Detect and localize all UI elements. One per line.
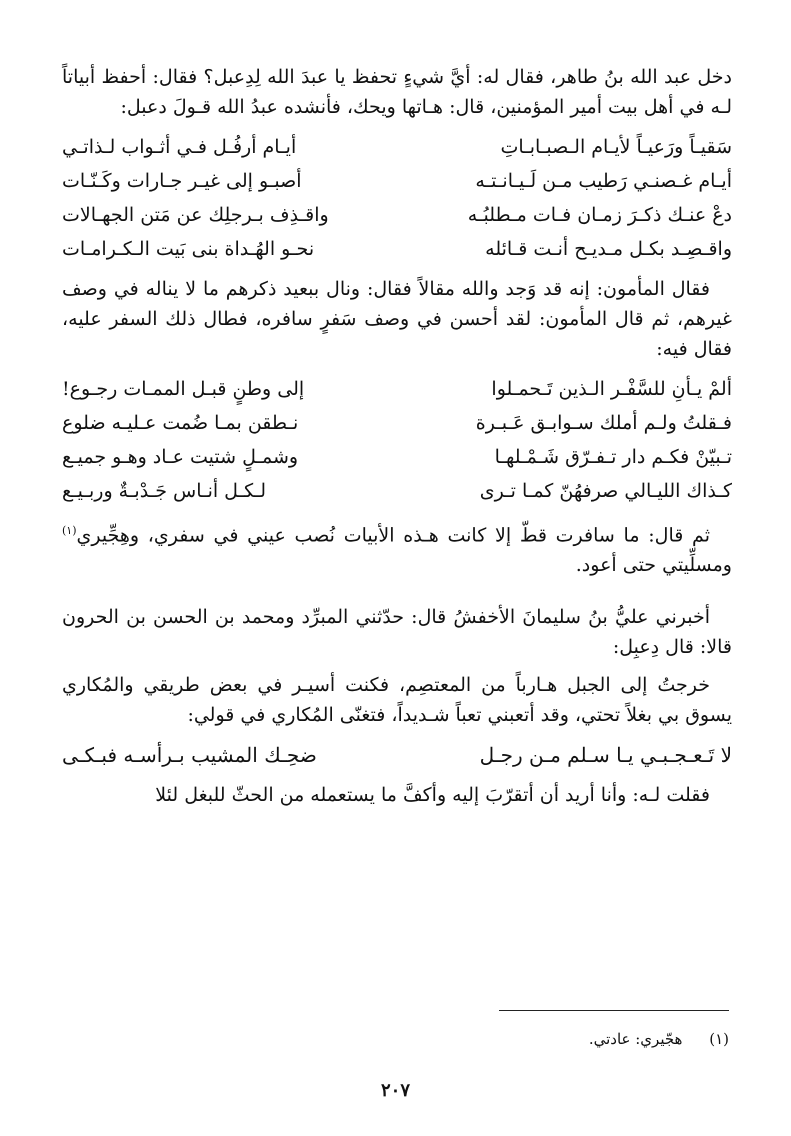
paragraph-3-end: ومسلِّيتي حتى أعود. xyxy=(575,554,732,577)
verse xyxy=(62,198,732,232)
hemistich-second: نـطقن بمـا ضُمت عـليـه ضلوع xyxy=(62,412,299,434)
footnote-divider xyxy=(499,1010,729,1011)
verse xyxy=(62,232,732,266)
paragraph-6: فقلت لـه: وأنا أريد أن أتقرّبَ إليه وأكفَّ ما يستعمله من الحثّ للبغل لئلا xyxy=(155,784,710,807)
paragraph-3 xyxy=(62,516,732,580)
paragraph-4: أخبرني عليُّ بنُ سليمانَ الأخفشُ قال: حدّثني المبرِّد ومحمد بن الحسن بن الحرون قالا: قال دِعبِل: xyxy=(62,606,732,659)
paragraph-3-text: ثم قال: ما سافرت قطّ إلا كانت هـذه الأبيات نُصب عيني في سفري، وهِجِّيري xyxy=(76,524,710,547)
hemistich-first: لا تَـعـجـبـي يـا سـلم مـن رجـل xyxy=(479,743,732,768)
single-verse xyxy=(62,738,732,772)
poem-1 xyxy=(62,130,732,266)
hemistich-first: أيـام غـصنـي رَطيب مـن لَـيـانـتـه xyxy=(475,170,732,192)
hemistich-first: دعْ عنـك ذكـرَ زمـان فـات مـطلبُـه xyxy=(467,204,732,226)
hemistich-first: واقـصِـد بكـل مـديـح أنـت قـائله xyxy=(485,238,732,260)
footnote-text: هجّيري: عادتي. xyxy=(588,1030,683,1048)
hemistich-second: واقـذِف بـرجلِك عن مَتن الجهـالات xyxy=(62,204,329,226)
verse xyxy=(62,372,732,406)
footnote xyxy=(59,1028,729,1050)
verse xyxy=(62,474,732,508)
hemistich-first: فـقلتُ ولـم أملك سـوابـق عَـبـرة xyxy=(475,412,732,434)
page-number: ٢٠٧ xyxy=(380,1080,410,1101)
hemistich-first: تـبيّنْ فكـم دار تـفـرّق شَـمْـلهـا xyxy=(494,446,732,468)
verse xyxy=(62,406,732,440)
hemistich-second: وشمـلٍ شتيت عـاد وهـو جميـع xyxy=(62,446,299,468)
section-gap xyxy=(62,588,732,602)
hemistich-second: إلى وطنٍ قبـل الممـات رجـوع! xyxy=(62,378,305,400)
paragraph-1: دخل عبد الله بنُ طاهر، فقال له: أيَّ شيءٍ تحفظ يا عبدَ الله لِدِعبل؟ فقال: أحفظ أبياتاً لـه في أهل بيت أمير المؤمنين، قال: هـاتها ويحك، فأنشده عبدُ الله قـولَ دعبل: xyxy=(62,66,732,118)
hemistich-first: ألمْ يـأنِ للسَّفْـر الـذين تَـحمـلوا xyxy=(491,378,732,400)
verse xyxy=(62,440,732,474)
hemistich-first: كـذاك الليـالي صرفهُنّ كمـا تـرى xyxy=(479,480,732,502)
paragraph-2: فقال المأمون: إنه قد وَجد والله مقالاً فقال: ونال ببعيد ذكرهم ما لا يناله في وصف غيرهم، ثم قال المأمون: لقد أحسن في وصف سَفرٍ سافره، فطال ذلك السفر عليه، فقال فيه: xyxy=(62,278,732,360)
footnote-marker: (١) xyxy=(62,524,77,537)
hemistich-second: أيـام أرفُـل فـي أثـواب لـذاتـي xyxy=(62,136,297,158)
hemistich-second: ضحِـك المشيب بـرأسـه فبـكـى xyxy=(62,743,317,768)
paragraph-5: خرجتُ إلى الجبل هـارباً من المعتصِم، فكنت أسيـر في بعض طريقي والمُكاري يسوق بي بغلاً تحتي، وقد أتعبني تعباً شـديداً، فتغنّى المُكاري في قولي: xyxy=(62,674,732,727)
verse xyxy=(62,164,732,198)
hemistich-second: أصبـو إلى غيـر جـارات وكَـنّـات xyxy=(62,170,302,192)
verse xyxy=(62,130,732,164)
poem-2 xyxy=(62,372,732,508)
footnote-number: (١) xyxy=(709,1030,729,1048)
hemistich-first: سَقيـاً ورَعيـاً لأيـام الـصبـابـاتِ xyxy=(500,136,732,158)
hemistich-second: نحـو الهُـداة بنى بَيت الـكـرامـات xyxy=(62,238,315,260)
page-body xyxy=(62,62,732,818)
hemistich-second: لـكـل أنـاس جَـدْبـةٌ وربـيـع xyxy=(62,480,266,502)
